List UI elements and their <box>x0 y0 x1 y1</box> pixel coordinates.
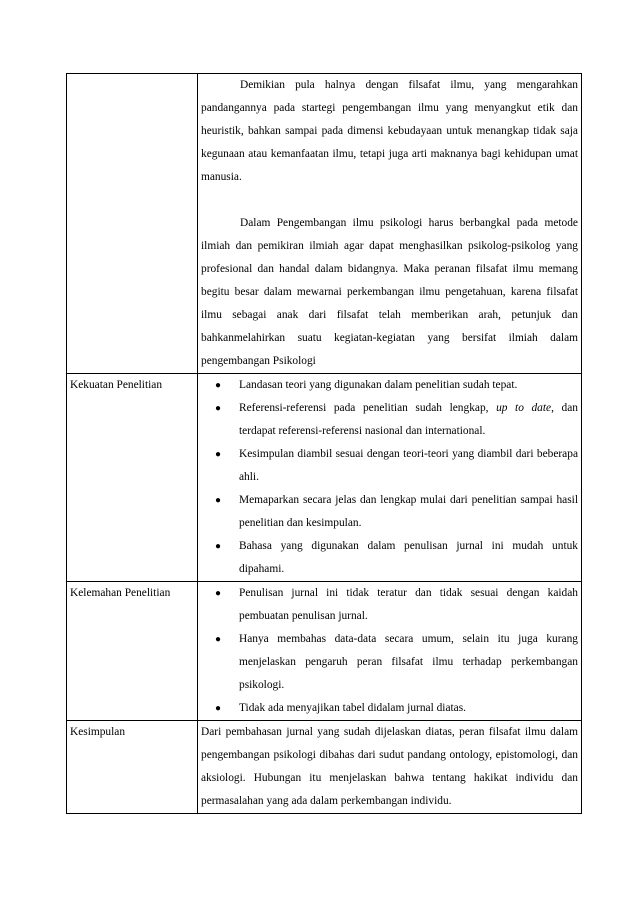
table-row <box>67 74 582 374</box>
row-label: Kelemahan Penelitian <box>67 582 198 721</box>
table-row <box>67 721 582 814</box>
row-label <box>67 74 198 374</box>
list-item: ● Landasan teori yang digunakan dalam penelitian sudah tepat. <box>239 374 578 397</box>
list-item: ● Hanya membahas data-data secara umum, selain itu juga kurang menjelaskan pengaruh peran filsafat ilmu terhadap perkembangan psikologi. <box>239 628 578 697</box>
row-label: Kekuatan Penelitian <box>67 374 198 582</box>
paragraph: Demikian pula halnya dengan filsafat ilmu, yang mengarahkan pandangannya pada startegi pengembangan ilmu yang menyangkut etik dan heuristik, bahkan sampai pada dimensi kebudayaan untuk menangkap tidak saja kegunaan atau kemanfaatan ilmu, tetapi juga arti maknanya bagi kehidupan umat manusia. <box>201 79 578 183</box>
list-item: ● Referensi-referensi pada penelitian sudah lengkap, up to date, dan terdapat referensi-referensi nasional dan international. <box>239 397 578 443</box>
list-item: ● Penulisan jurnal ini tidak teratur dan tidak sesuai dengan kaidah pembuatan penulisan jurnal. <box>239 582 578 628</box>
bullet-icon: ● <box>215 634 222 645</box>
row-content: Dari pembahasan jurnal yang sudah dijelaskan diatas, peran filsafat ilmu dalam pengembangan psikologi dibahas dari sudut pandang ontology, epistomologi, dan aksiologi. Hubungan itu menjelaskan bahwa tentang hakikat individu dan permasalahan yang ada dalam perkembangan individu. <box>198 721 582 814</box>
bullet-icon: ● <box>215 380 222 391</box>
row-content <box>198 74 582 374</box>
row-label: Kesimpulan <box>67 721 198 814</box>
bullet-icon: ● <box>215 588 222 599</box>
paragraph-spacer <box>201 189 578 212</box>
paragraph: Dalam Pengembangan ilmu psikologi harus berbangkal pada metode ilmiah dan pemikiran ilmiah agar dapat menghasilkan psikolog-psikolog yang profesional dan handal dalam bidangnya. Maka peranan filsafat ilmu memang begitu besar dalam mewarnai perkembangan ilmu pengetahuan, karena filsafat ilmu sebagai anak dari filsafat telah memberikan arah, petunjuk dan bahkanmelahirkan suatu kegiatan-kegiatan yang bersifat ilmiah dalam pengembangan Psikologi <box>201 217 578 367</box>
bullet-icon: ● <box>215 449 222 460</box>
strengths-list <box>201 374 578 581</box>
list-item: ● Bahasa yang digunakan dalam penulisan jurnal ini mudah untuk dipahami. <box>239 535 578 581</box>
list-item: ● Tidak ada menyajikan tabel didalam jurnal diatas. <box>239 697 578 720</box>
bullet-icon: ● <box>215 495 222 506</box>
bullet-icon: ● <box>215 541 222 552</box>
row-content <box>198 374 582 582</box>
bullet-icon: ● <box>215 703 222 714</box>
table-row <box>67 582 582 721</box>
list-item: ● Memaparkan secara jelas dan lengkap mulai dari penelitian sampai hasil penelitian dan kesimpulan. <box>239 489 578 535</box>
weaknesses-list <box>201 582 578 720</box>
table-row <box>67 374 582 582</box>
review-table <box>66 73 582 814</box>
list-item: ● Kesimpulan diambil sesuai dengan teori-teori yang diambil dari beberapa ahli. <box>239 443 578 489</box>
bullet-icon: ● <box>215 403 222 414</box>
row-content <box>198 582 582 721</box>
